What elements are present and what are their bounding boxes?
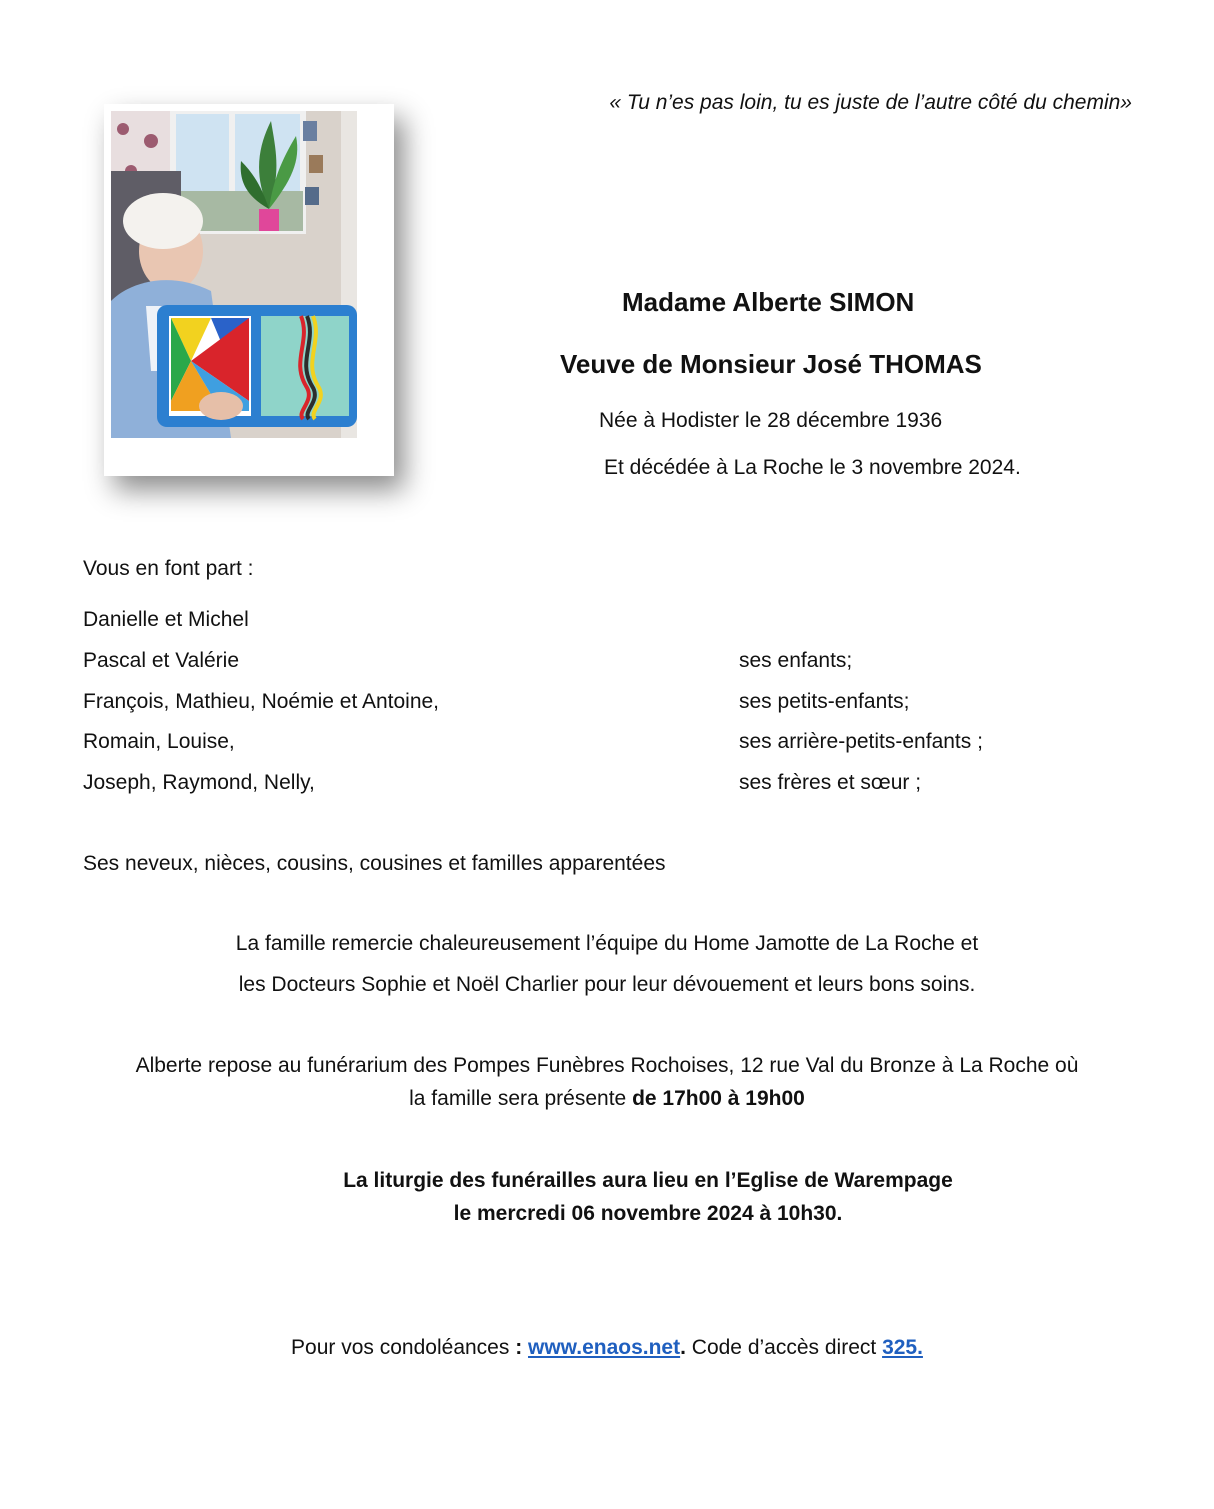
family-names-1: Danielle et Michel [83, 608, 249, 631]
announce-intro: Vous en font part : [83, 557, 254, 580]
family-relation-4: ses arrière-petits-enfants ; [739, 730, 983, 753]
website-link[interactable]: www.enaos.net [528, 1336, 681, 1359]
family-relation-5: ses frères et sœur ; [739, 771, 922, 794]
death-line: Et décédée à La Roche le 3 novembre 2024. [604, 456, 1021, 479]
family-relation-3: ses petits-enfants; [739, 690, 910, 713]
condolences-prefix: Pour vos condoléances [291, 1336, 516, 1359]
deceased-name: Madame Alberte SIMON [622, 287, 915, 317]
family-names-5: Joseph, Raymond, Nelly, [83, 771, 315, 794]
family-names-2: Pascal et Valérie [83, 649, 240, 672]
access-code-link[interactable]: 325. [882, 1336, 923, 1359]
family-names-4: Romain, Louise, [83, 730, 235, 753]
thanks-line-1: La famille remercie chaleureusement l’équipe du Home Jamotte de La Roche et [235, 932, 979, 955]
condolences-line [0, 1335, 1214, 1361]
widow-of-line: Veuve de Monsieur José THOMAS [560, 349, 982, 379]
repose-line-2 [0, 1086, 1214, 1112]
family-relation-2: ses enfants; [739, 649, 853, 672]
condolences-period: . [680, 1336, 686, 1359]
visiting-hours: de 17h00 à 19h00 [632, 1087, 805, 1110]
repose-prefix: la famille sera présente [409, 1087, 633, 1110]
funeral-line-2: le mercredi 06 novembre 2024 à 10h30. [453, 1202, 843, 1225]
extended-family: Ses neveux, nièces, cousins, cousines et familles apparentées [83, 852, 666, 875]
family-names-3: François, Mathieu, Noémie et Antoine, [83, 690, 440, 713]
birth-line: Née à Hodister le 28 décembre 1936 [599, 409, 943, 432]
portrait-photo [111, 111, 357, 438]
access-code-label: Code d’accès direct [685, 1336, 883, 1359]
thanks-line-2: les Docteurs Sophie et Noël Charlier pour leur dévouement et leurs bons soins. [238, 973, 976, 996]
condolences-colon: : [515, 1336, 529, 1359]
funeral-line-1: La liturgie des funérailles aura lieu en l’Eglise de Warempage [343, 1169, 953, 1192]
repose-line-1: Alberte repose au funérarium des Pompes Funèbres Rochoises, 12 rue Val du Bronze à La Roche où [135, 1054, 1079, 1077]
epigraph-quote: « Tu n’es pas loin, tu es juste de l’autre côté du chemin» [609, 91, 1132, 114]
